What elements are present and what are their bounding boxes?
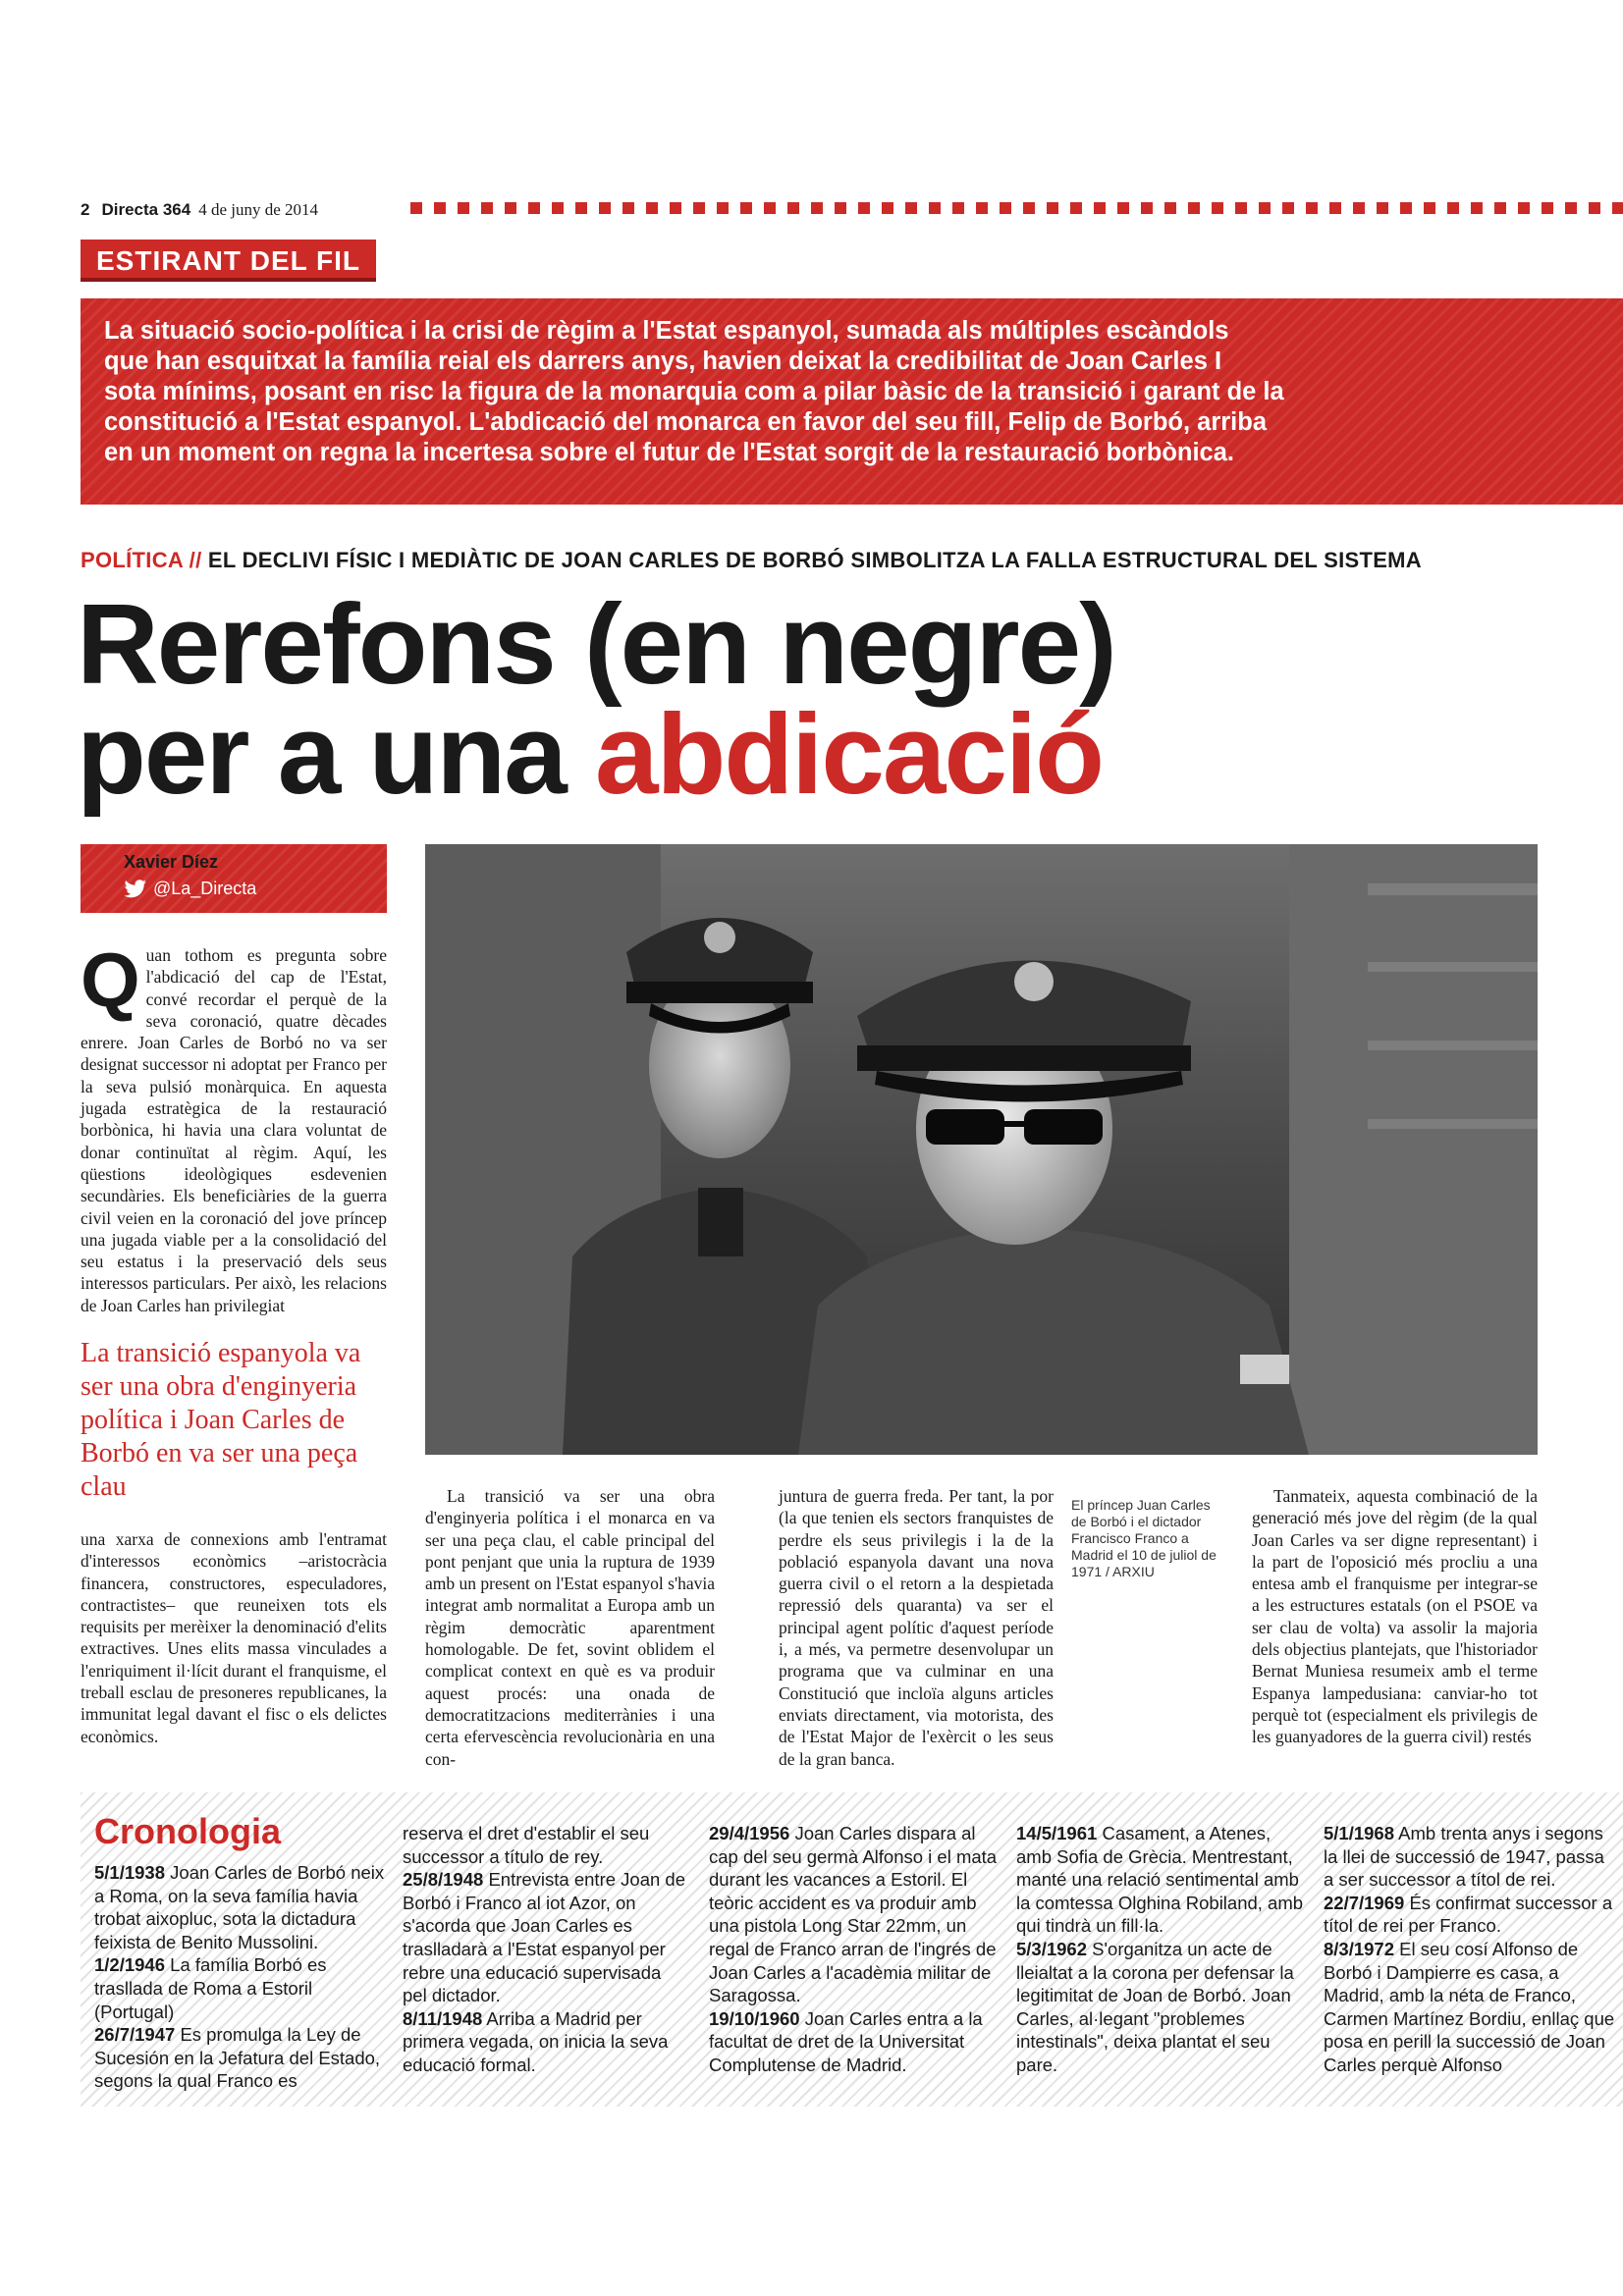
chronology-date: 8/11/1948: [403, 2007, 483, 2029]
chronology-date: 14/5/1961: [1016, 1823, 1098, 1843]
chronology-column-3: [709, 1822, 999, 2077]
intro-line: en un moment on regna la incertesa sobre el futur de l'Estat sorgit de la restauració borbònica.: [104, 439, 1234, 466]
chronology-text: Casament, a Atenes, amb Sofia de Grècia. Mentrestant, manté una relació sentimental amb la comtessa Olghina Robiland, amb qui tindrà un fill·la.: [1016, 1823, 1304, 1937]
chronology-entry: [709, 2007, 999, 2077]
author-handle[interactable]: [124, 879, 387, 899]
chronology-title: Cronologia: [94, 1811, 281, 1851]
chronology-date: 26/7/1947: [94, 2024, 176, 2046]
chronology-date: 29/4/1956: [709, 1823, 790, 1843]
intro-line: que han esquitxat la família reial els darrers anys, havien deixat la credibilitat de Joan Carles I: [104, 347, 1222, 375]
body-paragraph: uan tothom es pregunta sobre l'abdicació del cap de l'Estat, convé recordar el perquè de la seva coronació, quatre dècades enrere. Joan Carles de Borbó no va ser designat successor ni adoptat per Franco per la seva pulsió monàrquica. En aquesta jugada estratègica de la restauració borbònica, hi havia una clara voluntat de donar continuïtat al règim. Aquí, les qüestions ideològiques esdevenien secundàries. Els beneficiàries de la guerra civil veien en la coronació del jove príncep una jugada viable per a la consolidació del seu estatus i la preservació dels seus interessos particulars. Per això, les relacions de Joan Carles han privilegiat: [81, 945, 387, 1315]
article-photo: [425, 844, 1538, 1455]
chronology-date: 5/3/1962: [1016, 1938, 1088, 1959]
issue-date: 4 de juny de 2014: [198, 200, 319, 219]
page-folio: [81, 200, 318, 220]
intro-line: sota mínims, posant en risc la figura de la monarquia com a pilar bàsic de la transició i garant de la: [104, 378, 1284, 405]
chronology-column-4: [1016, 1822, 1306, 2077]
chronology-entry: [1324, 1938, 1618, 2077]
chronology-entry: [403, 2007, 687, 2077]
intro-line: constitució a l'Estat espanyol. L'abdicació del monarca en favor del seu fill, Felip de Borbó, arriba: [104, 408, 1268, 436]
intro-standfirst: [81, 298, 1623, 505]
pull-quote: La transició espanyola va ser una obra d'enginyeria política i Joan Carles de Borbó en va ser una peça clau: [81, 1338, 361, 1502]
chronology-entry: [94, 1953, 389, 2023]
author-name: Xavier Díez: [124, 852, 219, 872]
headline-line-2: [77, 690, 1608, 818]
body-column-1-top: [81, 936, 387, 1316]
chronology-column-5: [1324, 1822, 1618, 2077]
body-paragraph: juntura de guerra freda. Per tant, la por (la que tenien els sectors franquistes de perdre els seus privilegis i la de la població espanyola davant una nova guerra civil o el retorn a la despietada repressió dels quaranta) va ser el principal agent polític d'aquest període i, a més, va permetre desenvolupar un programa que va culminar en una Constitució que incloïa alguns articles enviats directament, via motorista, des de l'Estat Major de l'exèrcit o les seus de la gran banca.: [779, 1486, 1054, 1769]
byline-box: [81, 844, 387, 913]
chronology-entry: [1324, 1822, 1618, 1892]
header-dash-rule: [410, 202, 1623, 214]
photo-caption: El príncep Juan Carles de Borbó i el dictador Francisco Franco a Madrid el 10 de juliol de 1971 / ARXIU: [1071, 1497, 1217, 1579]
chronology-text: Amb trenta anys i segons la llei de successió de 1947, passa a ser successor a títol de rei.: [1324, 1823, 1604, 1891]
chronology-date: 19/10/1960: [709, 2007, 800, 2029]
headline: [77, 580, 1608, 818]
drop-cap: Q: [81, 936, 140, 1023]
twitter-bird-icon: [124, 880, 147, 899]
chronology-date: 25/8/1948: [403, 1869, 484, 1891]
chronology-date: 22/7/1969: [1324, 1892, 1405, 1913]
chronology-entry: [1016, 1938, 1306, 2077]
chronology-text: Es promulga la Ley de Sucesión en la Jefatura del Estado, segons la qual Franco es: [94, 2024, 381, 2092]
article-kicker: [81, 548, 1422, 573]
body-column-4: [1252, 1485, 1538, 1748]
body-column-1-bottom: [81, 1528, 387, 1747]
chronology-date: 1/2/1946: [94, 1954, 166, 1976]
headline-plain: per a una: [77, 690, 595, 818]
chronology-entry: [1324, 1892, 1618, 1938]
body-paragraph: Tanmateix, aquesta combinació de la generació més jove del règim (de la qual Joan Carles va ser digne representant) i la part de l'oposició més procliu a una entesa amb el franquisme per integrar-se a les estructures estatals (on el PSOE va ser clau de volta) va assolir la majoria dels objectius plantejats, que l'historiador Bernat Muniesa resumeix amb el terme Espanya lampedusiana: canviar-ho tot perquè tot (especialment els privilegis de les guanyadores de la guerra civil) restés: [1252, 1486, 1538, 1747]
chronology-entry: [1016, 1822, 1306, 1938]
chronology-text: reserva el dret d'establir el seu successor a título de rey.: [403, 1823, 650, 1867]
chronology-date: 5/1/1968: [1324, 1823, 1395, 1843]
chronology-text: La família Borbó es trasllada de Roma a Estoril (Portugal): [94, 1954, 327, 2022]
chronology-entry: [403, 1822, 687, 1868]
chronology-text: Entrevista entre Joan de Borbó i Franco al iot Azor, on s'acorda que Joan Carles es traslladarà a l'Estat espanyol per rebre una educació supervisada pel dictador.: [403, 1869, 685, 2006]
chronology-date: 5/1/1938: [94, 1862, 166, 1883]
chronology-entry: [94, 2023, 389, 2093]
chronology-text: És confirmat successor a títol de rei per Franco.: [1324, 1892, 1613, 1937]
kicker-section: POLÍTICA //: [81, 548, 202, 572]
chronology-text: Joan Carles dispara al cap del seu germà Alfonso i el mata durant les vacances a Estoril. El teòric accident es va produir amb una pistola Long Star 22mm, un regal de Franco arran de l'ingrés de Joan Carles a l'acadèmia militar de Saragossa.: [709, 1823, 998, 2006]
chronology-text: S'organitza un acte de lleialtat a la corona per defensar la legitimitat de Joan de Borbó. Joan Carles, al·legant "problemes intestinals", deixa plantat el seu pare.: [1016, 1938, 1294, 2075]
chronology-text: Joan Carles de Borbó neix a Roma, on la seva família havia trobat aixopluc, sota la dictadura feixista de Benito Mussolini.: [94, 1862, 385, 1952]
chronology-column-1: [94, 1861, 389, 2093]
chronology-column-2: [403, 1822, 687, 2077]
chronology-text: Joan Carles entra a la facultat de dret de la Universitat Complutense de Madrid.: [709, 2007, 983, 2075]
chronology-date: 8/3/1972: [1324, 1938, 1395, 1959]
chronology-entry: [709, 1822, 999, 2007]
chronology-text: El seu cosí Alfonso de Borbó i Dampierre es casa, a Madrid, amb la néta de Franco, Carmen Martínez Bordiu, enllaç que posa en perill la successió de Joan Carles perquè Alfonso: [1324, 1938, 1615, 2075]
body-paragraph: La transició va ser una obra d'enginyeria política i el monarca en va ser una peça clau, el cable principal del pont penjant que unia la ruptura de 1939 amb un present on l'Estat espanyol s'havia integrat amb normalitat a Europa amb un règim democràtic aparentment homologable. De fet, sovint oblidem el complicat context en què es va produir aquest procés: una onada de democratitzacions mediterrànies i una certa efervescència revolucionària en una con-: [425, 1486, 715, 1769]
section-tag: ESTIRANT DEL FIL: [81, 240, 376, 282]
body-paragraph: una xarxa de connexions amb l'entramat d'interessos econòmics –aristocràcia financera, constructores, especuladores, contractistes– que reuneixen tots els requisits per merèixer la denominació d'elits extractives. Unes elits massa vinculades a l'enriquiment il·lícit durant el franquisme, el treball esclau de presoneres republicanes, la immunitat legal davant el fisc o els delictes econòmics.: [81, 1529, 387, 1746]
body-column-3: [779, 1485, 1054, 1770]
author-handle-text: @La_Directa: [153, 879, 257, 898]
page-number: 2: [81, 200, 90, 219]
chronology-entry: [403, 1868, 687, 2007]
headline-accent: abdicació: [594, 690, 1104, 818]
body-column-2: [425, 1485, 715, 1770]
publication-name: Directa 364: [101, 200, 191, 219]
headline-line-1: Rerefons (en negre): [77, 580, 1115, 708]
intro-line: La situació socio-política i la crisi de règim a l'Estat espanyol, sumada als múltiples escàndols: [104, 317, 1229, 345]
chronology-entry: [94, 1861, 389, 1953]
chronology-text: Arriba a Madrid per primera vegada, on inicia la seva educació formal.: [403, 2007, 669, 2075]
kicker-text: EL DECLIVI FÍSIC I MEDIÀTIC DE JOAN CARLES DE BORBÓ SIMBOLITZA LA FALLA ESTRUCTURAL DEL SISTEMA: [201, 548, 1422, 572]
